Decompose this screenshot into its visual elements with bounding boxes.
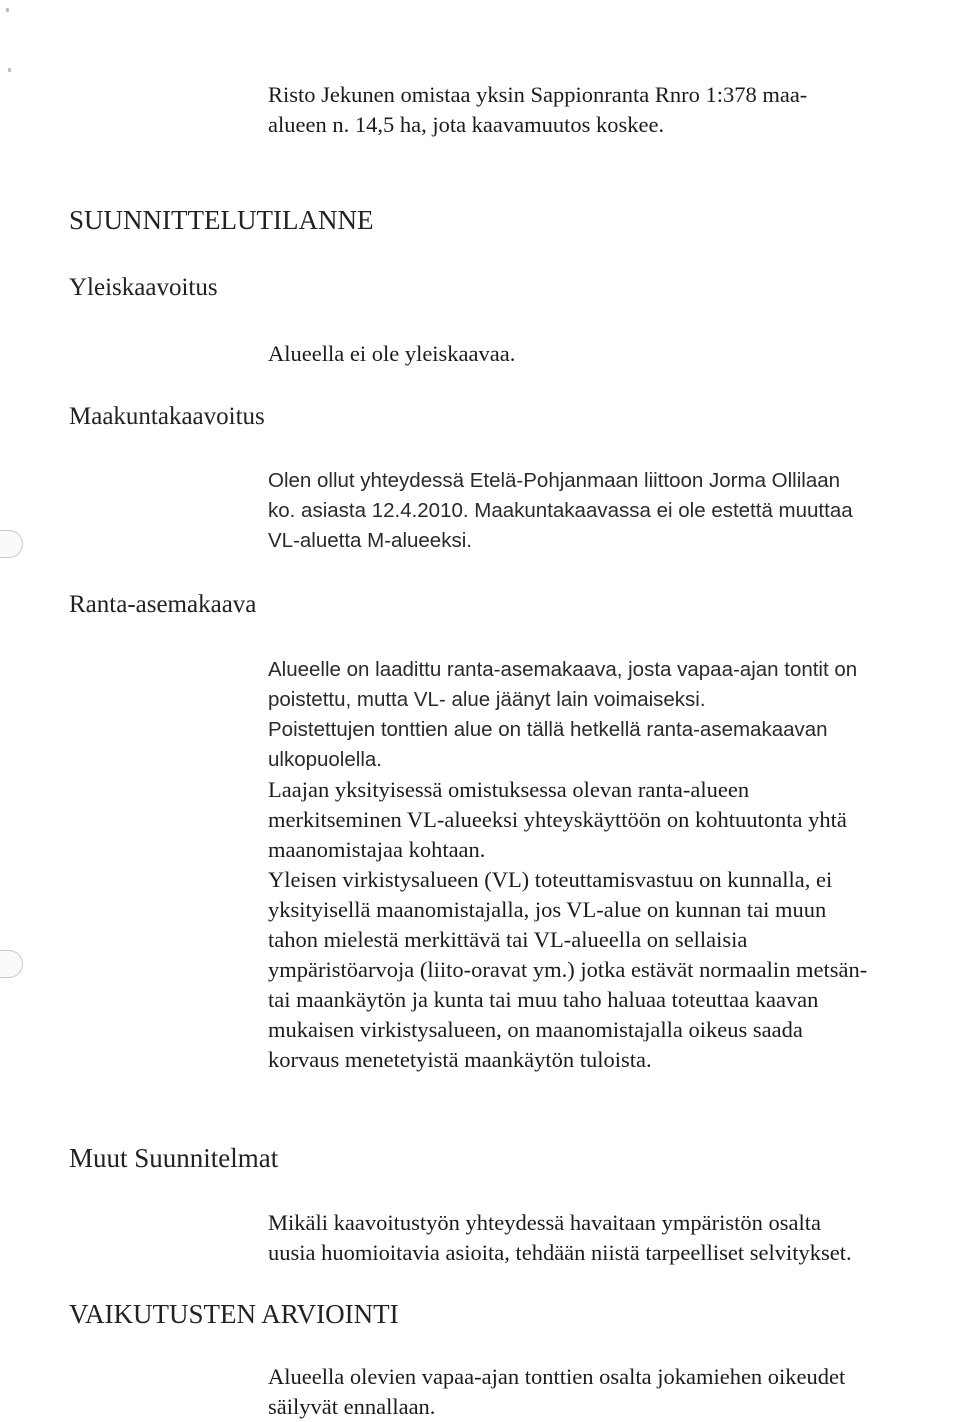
muut-line-1: Mikäli kaavoitustyön yhteydessä havaitaan ympäristön osalta	[268, 1210, 821, 1235]
ranta-line-10: tahon mielestä merkittävä tai VL-alueella on sellaisia	[268, 927, 748, 952]
yleiskaavoitus-paragraph	[268, 339, 958, 369]
heading-ranta-asemakaava: Ranta-asemakaava	[69, 591, 257, 618]
ranta-asemakaava-paragraph	[268, 655, 958, 775]
ranta-line-9: yksityisellä maanomistajalla, jos VL-alue on kunnan tai muun	[268, 897, 827, 922]
heading-suunnittelutilanne: SUUNNITTELUTILANNE	[69, 205, 374, 235]
muut-suunnitelmat-paragraph	[268, 1208, 958, 1268]
maakuntakaavoitus-line-3: VL-aluetta M-alueeksi.	[268, 529, 472, 552]
punch-hole-bottom	[0, 950, 23, 978]
ranta-asemakaava-paragraph-2	[268, 775, 958, 1075]
ranta-line-7: maanomistajaa kohtaan.	[268, 837, 486, 862]
vaikutusten-arviointi-paragraph	[268, 1362, 958, 1422]
heading-vaikutusten-arviointi: VAIKUTUSTEN ARVIOINTI	[69, 1299, 399, 1329]
ranta-line-12: tai maankäytön ja kunta tai muu taho haluaa toteuttaa kaavan	[268, 987, 819, 1012]
ranta-line-1: Alueelle on laadittu ranta-asemakaava, josta vapaa-ajan tontit on	[268, 658, 858, 681]
ranta-line-2: poistettu, mutta VL- alue jäänyt lain voimaiseksi.	[268, 688, 706, 711]
ranta-line-8: Yleisen virkistysalueen (VL) toteuttamisvastuu on kunnalla, ei	[268, 867, 833, 892]
punch-hole-top	[0, 530, 23, 558]
maakuntakaavoitus-line-2: ko. asiasta 12.4.2010. Maakuntakaavassa ei ole estettä muuttaa	[268, 499, 853, 522]
muut-line-2: uusia huomioitavia asioita, tehdään niistä tarpeelliset selvitykset.	[268, 1240, 852, 1265]
ranta-line-4: ulkopuolella.	[268, 748, 382, 771]
scan-speck	[8, 68, 11, 72]
vaikutusten-line-2: säilyvät ennallaan.	[268, 1394, 436, 1419]
intro-line-1: Risto Jekunen omistaa yksin Sappionranta Rnro 1:378 maa-	[268, 82, 808, 107]
yleiskaavoitus-line-1: Alueella ei ole yleiskaavaa.	[268, 341, 516, 366]
heading-muut-suunnitelmat: Muut Suunnitelmat	[69, 1143, 279, 1173]
intro-paragraph	[268, 80, 958, 140]
ranta-line-13: mukaisen virkistysalueen, on maanomistajalla oikeus saada	[268, 1017, 803, 1042]
heading-maakuntakaavoitus: Maakuntakaavoitus	[69, 403, 265, 430]
intro-line-2: alueen n. 14,5 ha, jota kaavamuutos koskee.	[268, 112, 665, 137]
ranta-line-3: Poistettujen tonttien alue on tällä hetkellä ranta-asemakaavan	[268, 718, 828, 741]
ranta-line-6: merkitseminen VL-alueeksi yhteyskäyttöön on kohtuutonta yhtä	[268, 807, 847, 832]
maakuntakaavoitus-paragraph	[268, 466, 958, 556]
heading-yleiskaavoitus: Yleiskaavoitus	[69, 274, 218, 301]
maakuntakaavoitus-line-1: Olen ollut yhteydessä Etelä-Pohjanmaan liittoon Jorma Ollilaan	[268, 469, 841, 492]
ranta-line-14: korvaus menetetyistä maankäytön tuloista.	[268, 1047, 652, 1072]
ranta-line-11: ympäristöarvoja (liito-oravat ym.) jotka estävät normaalin metsän-	[268, 957, 868, 982]
vaikutusten-line-1: Alueella olevien vapaa-ajan tonttien osalta jokamiehen oikeudet	[268, 1364, 846, 1389]
ranta-line-5: Laajan yksityisessä omistuksessa olevan ranta-alueen	[268, 777, 750, 802]
scan-speck	[6, 8, 9, 12]
